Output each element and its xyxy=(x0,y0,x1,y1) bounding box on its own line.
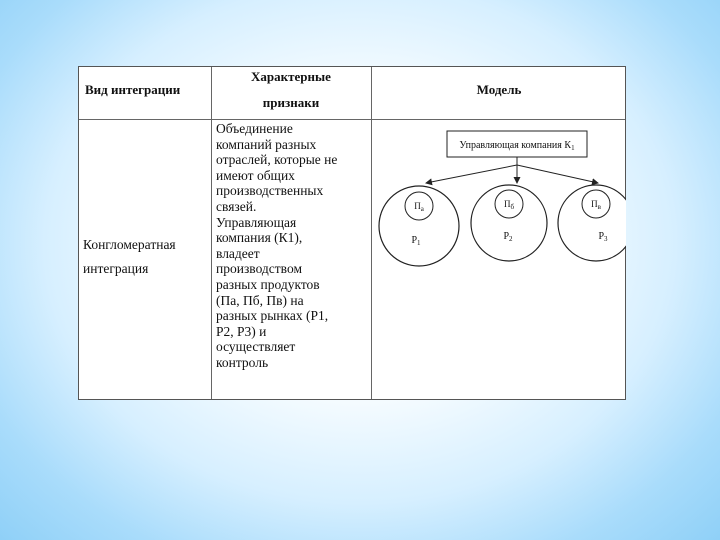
product-a-label: $П_а$ xyxy=(414,201,424,213)
features-line: производством xyxy=(216,261,303,277)
arrow-to-market-1 xyxy=(426,165,517,183)
product-c-label: $П_в$ xyxy=(591,199,601,211)
market-3-label: $Р_3$ xyxy=(598,231,608,243)
features-line: разных рынках (Р1, xyxy=(216,308,329,324)
header-type: Вид интеграции xyxy=(85,82,181,97)
header-divider xyxy=(79,119,625,120)
features-line: компания (К1), xyxy=(216,230,303,246)
column-divider xyxy=(211,67,212,399)
header-features-line2: признаки xyxy=(262,95,320,110)
column-divider xyxy=(371,67,372,399)
header-model: Модель xyxy=(476,82,522,97)
market-1-label: $Р_1$ xyxy=(411,235,421,247)
arrow-to-market-3 xyxy=(517,165,598,183)
features-text xyxy=(216,121,366,371)
features-line: производственных xyxy=(216,183,324,199)
features-line: Р2, Р3) и xyxy=(216,323,267,339)
features-line: (Па, Пб, Пв) на xyxy=(216,292,304,308)
features-line: отраслей, которые не xyxy=(216,152,338,168)
features-line: разных продуктов xyxy=(216,276,320,292)
market-2-label: $Р_2$ xyxy=(503,231,513,243)
market-circle-1 xyxy=(379,186,459,266)
management-company-label: Управляющая компания $К_1$ xyxy=(459,140,575,152)
features-line: связей. xyxy=(216,198,257,214)
features-line: Объединение xyxy=(216,121,293,136)
features-line: контроль xyxy=(216,354,269,370)
features-line: Управляющая xyxy=(216,214,297,230)
features-line: компаний разных xyxy=(216,136,317,152)
integration-type-line2: интеграция xyxy=(83,261,149,276)
integration-type-line1: Конгломератная xyxy=(83,237,176,252)
features-line: осуществляет xyxy=(216,339,296,355)
product-b-label: $П_б$ xyxy=(503,199,515,211)
market-circle-3 xyxy=(558,185,626,261)
conglomerate-model-diagram xyxy=(374,123,626,273)
market-circle-2 xyxy=(471,185,547,261)
features-line: имеют общих xyxy=(216,167,295,183)
features-line: владеет xyxy=(216,245,260,261)
integration-table xyxy=(78,66,626,400)
header-features-line1: Характерные xyxy=(251,69,331,84)
